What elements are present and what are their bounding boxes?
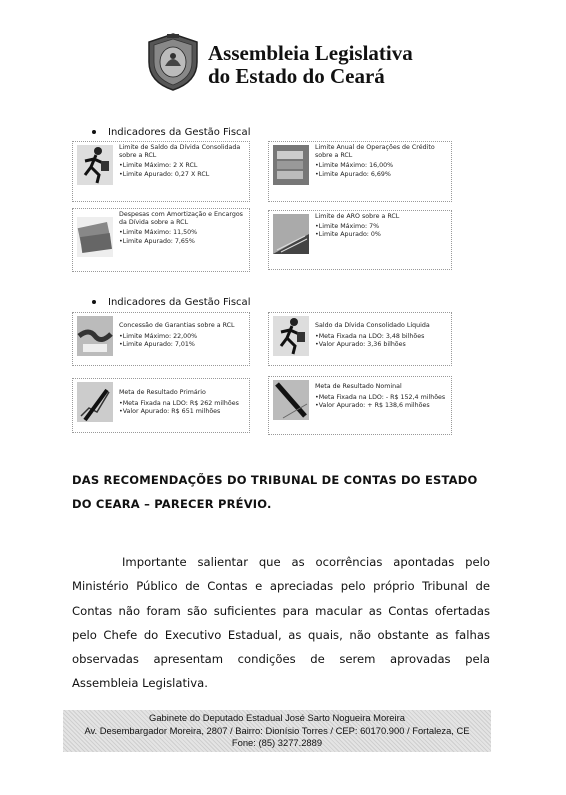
- card-line: •Meta Fixada na LDO: - R$ 152,4 milhões: [315, 394, 446, 402]
- handshake-icon: [77, 316, 113, 356]
- section-heading: DAS RECOMENDAÇÕES DO TRIBUNAL DE CONTAS DO ESTADO DO CEARA – PARECER PRÉVIO.: [72, 473, 478, 511]
- money-icon: [273, 145, 309, 185]
- card-line: •Valor Apurado: R$ 651 milhões: [119, 408, 221, 416]
- pen-chart-icon: [77, 382, 113, 422]
- card-line: •Limite Máximo: 2 X RCL: [119, 162, 198, 170]
- indicator-card: [72, 312, 250, 366]
- pen-icon: [273, 380, 309, 420]
- card-line: •Limite Apurado: 6,69%: [315, 170, 391, 178]
- org-line1: Assembleia Legislativa: [208, 41, 413, 65]
- state-seal-icon: [145, 32, 201, 92]
- card-line: •Limite Apurado: 0,27 X RCL: [119, 170, 210, 178]
- indicator-card: [268, 141, 452, 202]
- card-title: Meta de Resultado Primário: [119, 389, 206, 396]
- card-title: Limite de Saldo da Dívida Consolidada sobre a RCL: [119, 144, 241, 160]
- indicator-card: [72, 208, 250, 272]
- card-line: •Limite Apurado: 7,01%: [119, 341, 195, 349]
- card-title: Saldo da Dívida Consolidado Líquida: [315, 322, 430, 329]
- card-line: •Limite Máximo: 11,50%: [119, 229, 198, 237]
- card-line: •Meta Fixada na LDO: R$ 262 milhões: [119, 400, 239, 408]
- org-line2: do Estado do Ceará: [208, 64, 385, 88]
- card-line: •Limite Máximo: 22,00%: [119, 333, 198, 341]
- indicator-card: [268, 312, 452, 366]
- organization-name: [208, 42, 413, 88]
- card-title: Limite Anual de Operações de Crédito sobre a RCL: [315, 144, 435, 160]
- bullet-icon: [92, 300, 96, 304]
- footer-line1: Gabinete do Deputado Estadual José Sarto Nogueira Moreira: [149, 712, 405, 723]
- indicator-card: [268, 210, 452, 270]
- card-line: •Limite Máximo: 16,00%: [315, 162, 394, 170]
- card-title: Despesas com Amortização e Encargos da Dívida sobre a RCL: [119, 211, 243, 227]
- footer-line3: Fone: (85) 3277.2889: [231, 737, 323, 748]
- card-line: •Meta Fixada na LDO: 3,48 bilhões: [315, 333, 425, 341]
- running-man-icon: [77, 145, 113, 185]
- running-man-icon: [273, 316, 309, 356]
- body-paragraph: Importante salientar que as ocorrências apontadas pelo Ministério Público de Contas e apreciadas pelo próprio Tribunal de Contas não foram são suficientes para macular as Contas ofertadas pelo Chefe do Executivo Estadual, as quais, não obstante as falhas observadas apresentam condições de serem aprovadas pela Assembleia Legislativa.: [72, 555, 490, 691]
- card-title: Meta de Resultado Nominal: [315, 383, 402, 390]
- card-line: •Valor Apurado: 3,36 bilhões: [315, 341, 406, 349]
- card-title: Concessão de Garantias sobre a RCL: [119, 322, 235, 329]
- indicator-card: [72, 378, 250, 433]
- card-line: •Limite Máximo: 7%: [315, 223, 380, 231]
- indicator-card: [268, 376, 452, 435]
- card-line: •Limite Apurado: 7,65%: [119, 237, 195, 245]
- footer-contact: [63, 710, 491, 752]
- card-title: Limite de ARO sobre a RCL: [315, 213, 400, 220]
- footer-line2: Av. Desembargador Moreira, 2807 / Bairro: Dionísio Torres / CEP: 60170.900 / Fortaleza, CE: [84, 724, 470, 736]
- indicator-card: [72, 141, 250, 202]
- keyboard-icon: [273, 214, 309, 254]
- card-line: •Valor Apurado: + R$ 138,6 milhões: [315, 402, 430, 410]
- card-line: •Limite Apurado: 0%: [315, 231, 381, 239]
- banknotes-icon: [77, 217, 113, 257]
- section1-title: Indicadores da Gestão Fiscal: [92, 127, 250, 138]
- section2-title: Indicadores da Gestão Fiscal: [92, 297, 250, 308]
- bullet-icon: [92, 130, 96, 134]
